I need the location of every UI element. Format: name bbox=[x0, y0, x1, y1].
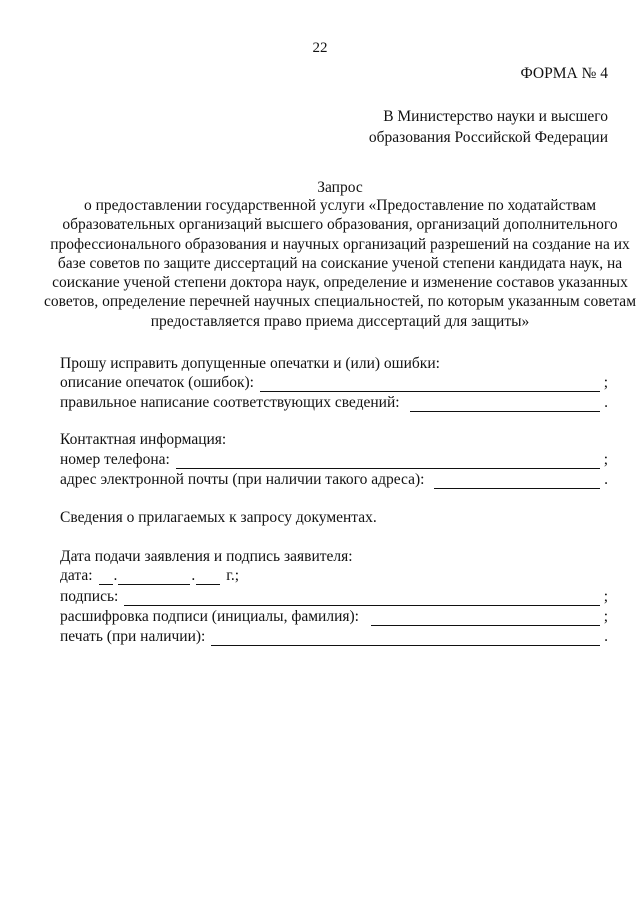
typo-description-end: ; bbox=[603, 374, 608, 391]
stamp-label: печать (при наличии): bbox=[60, 628, 206, 645]
addressee-line-2: образования Российской Федерации bbox=[368, 129, 608, 146]
correct-spelling-label: правильное написание соответствующих сведений: bbox=[60, 394, 400, 411]
date-month-field[interactable] bbox=[118, 570, 190, 585]
correct-spelling-row bbox=[60, 392, 608, 412]
contacts-heading: Контактная информация: bbox=[60, 431, 227, 448]
typo-description-field[interactable] bbox=[260, 377, 600, 392]
signature-end: ; bbox=[603, 588, 608, 605]
date-label: дата: bbox=[60, 567, 93, 584]
stamp-field[interactable] bbox=[211, 631, 600, 646]
request-subject: о предоставлении государственной услуги «Предоставление по ходатайствам образовательных организаций высшего образования, организаций дополнительного профессионального образования и научных организаций разрешений на создание на их базе советов по защите диссертаций на соискание ученой степени кандидата наук, на соискание ученой степени доктора наук, определение и изменение составов указанных советов, определение перечней научных специальностей, по которым указанным советам предоставляется право приема диссертаций для защиты» bbox=[44, 197, 636, 330]
form-number: ФОРМА № 4 bbox=[520, 65, 608, 82]
addressee-block bbox=[369, 106, 608, 148]
phone-field[interactable] bbox=[176, 454, 600, 469]
email-label: адрес электронной почты (при наличии такого адреса): bbox=[60, 471, 425, 488]
signature-row bbox=[60, 586, 608, 606]
correct-spelling-field[interactable] bbox=[410, 397, 601, 412]
signature-label: подпись: bbox=[60, 588, 119, 605]
phone-label: номер телефона: bbox=[60, 451, 170, 468]
email-row bbox=[60, 469, 608, 489]
attachments-heading: Сведения о прилагаемых к запросу документах. bbox=[60, 509, 377, 526]
typo-description-label: описание опечаток (ошибок): bbox=[60, 374, 254, 391]
page-number: 22 bbox=[312, 40, 328, 56]
correct-spelling-end: . bbox=[604, 394, 608, 411]
date-row: дата: . . г.; bbox=[60, 567, 240, 584]
document-title: Запрос bbox=[317, 179, 363, 196]
email-end: . bbox=[604, 471, 608, 488]
email-field[interactable] bbox=[434, 474, 600, 489]
phone-row bbox=[60, 449, 608, 469]
phone-end: ; bbox=[603, 451, 608, 468]
corrections-heading: Прошу исправить допущенные опечатки и (или) ошибки: bbox=[60, 355, 440, 372]
date-year-suffix: г.; bbox=[226, 567, 240, 584]
date-day-field[interactable] bbox=[99, 570, 113, 585]
date-year-field[interactable] bbox=[196, 570, 220, 585]
typo-description-row bbox=[60, 372, 608, 392]
stamp-row bbox=[60, 626, 608, 646]
signature-decode-field[interactable] bbox=[371, 611, 600, 626]
signature-decode-row bbox=[60, 606, 608, 626]
signature-heading: Дата подачи заявления и подпись заявителя: bbox=[60, 548, 353, 565]
signature-decode-end: ; bbox=[603, 608, 608, 625]
signature-decode-label: расшифровка подписи (инициалы, фамилия): bbox=[60, 608, 359, 625]
addressee-line-1: В Министерство науки и высшего bbox=[383, 108, 608, 125]
stamp-end: . bbox=[604, 628, 608, 645]
signature-field[interactable] bbox=[124, 591, 599, 606]
